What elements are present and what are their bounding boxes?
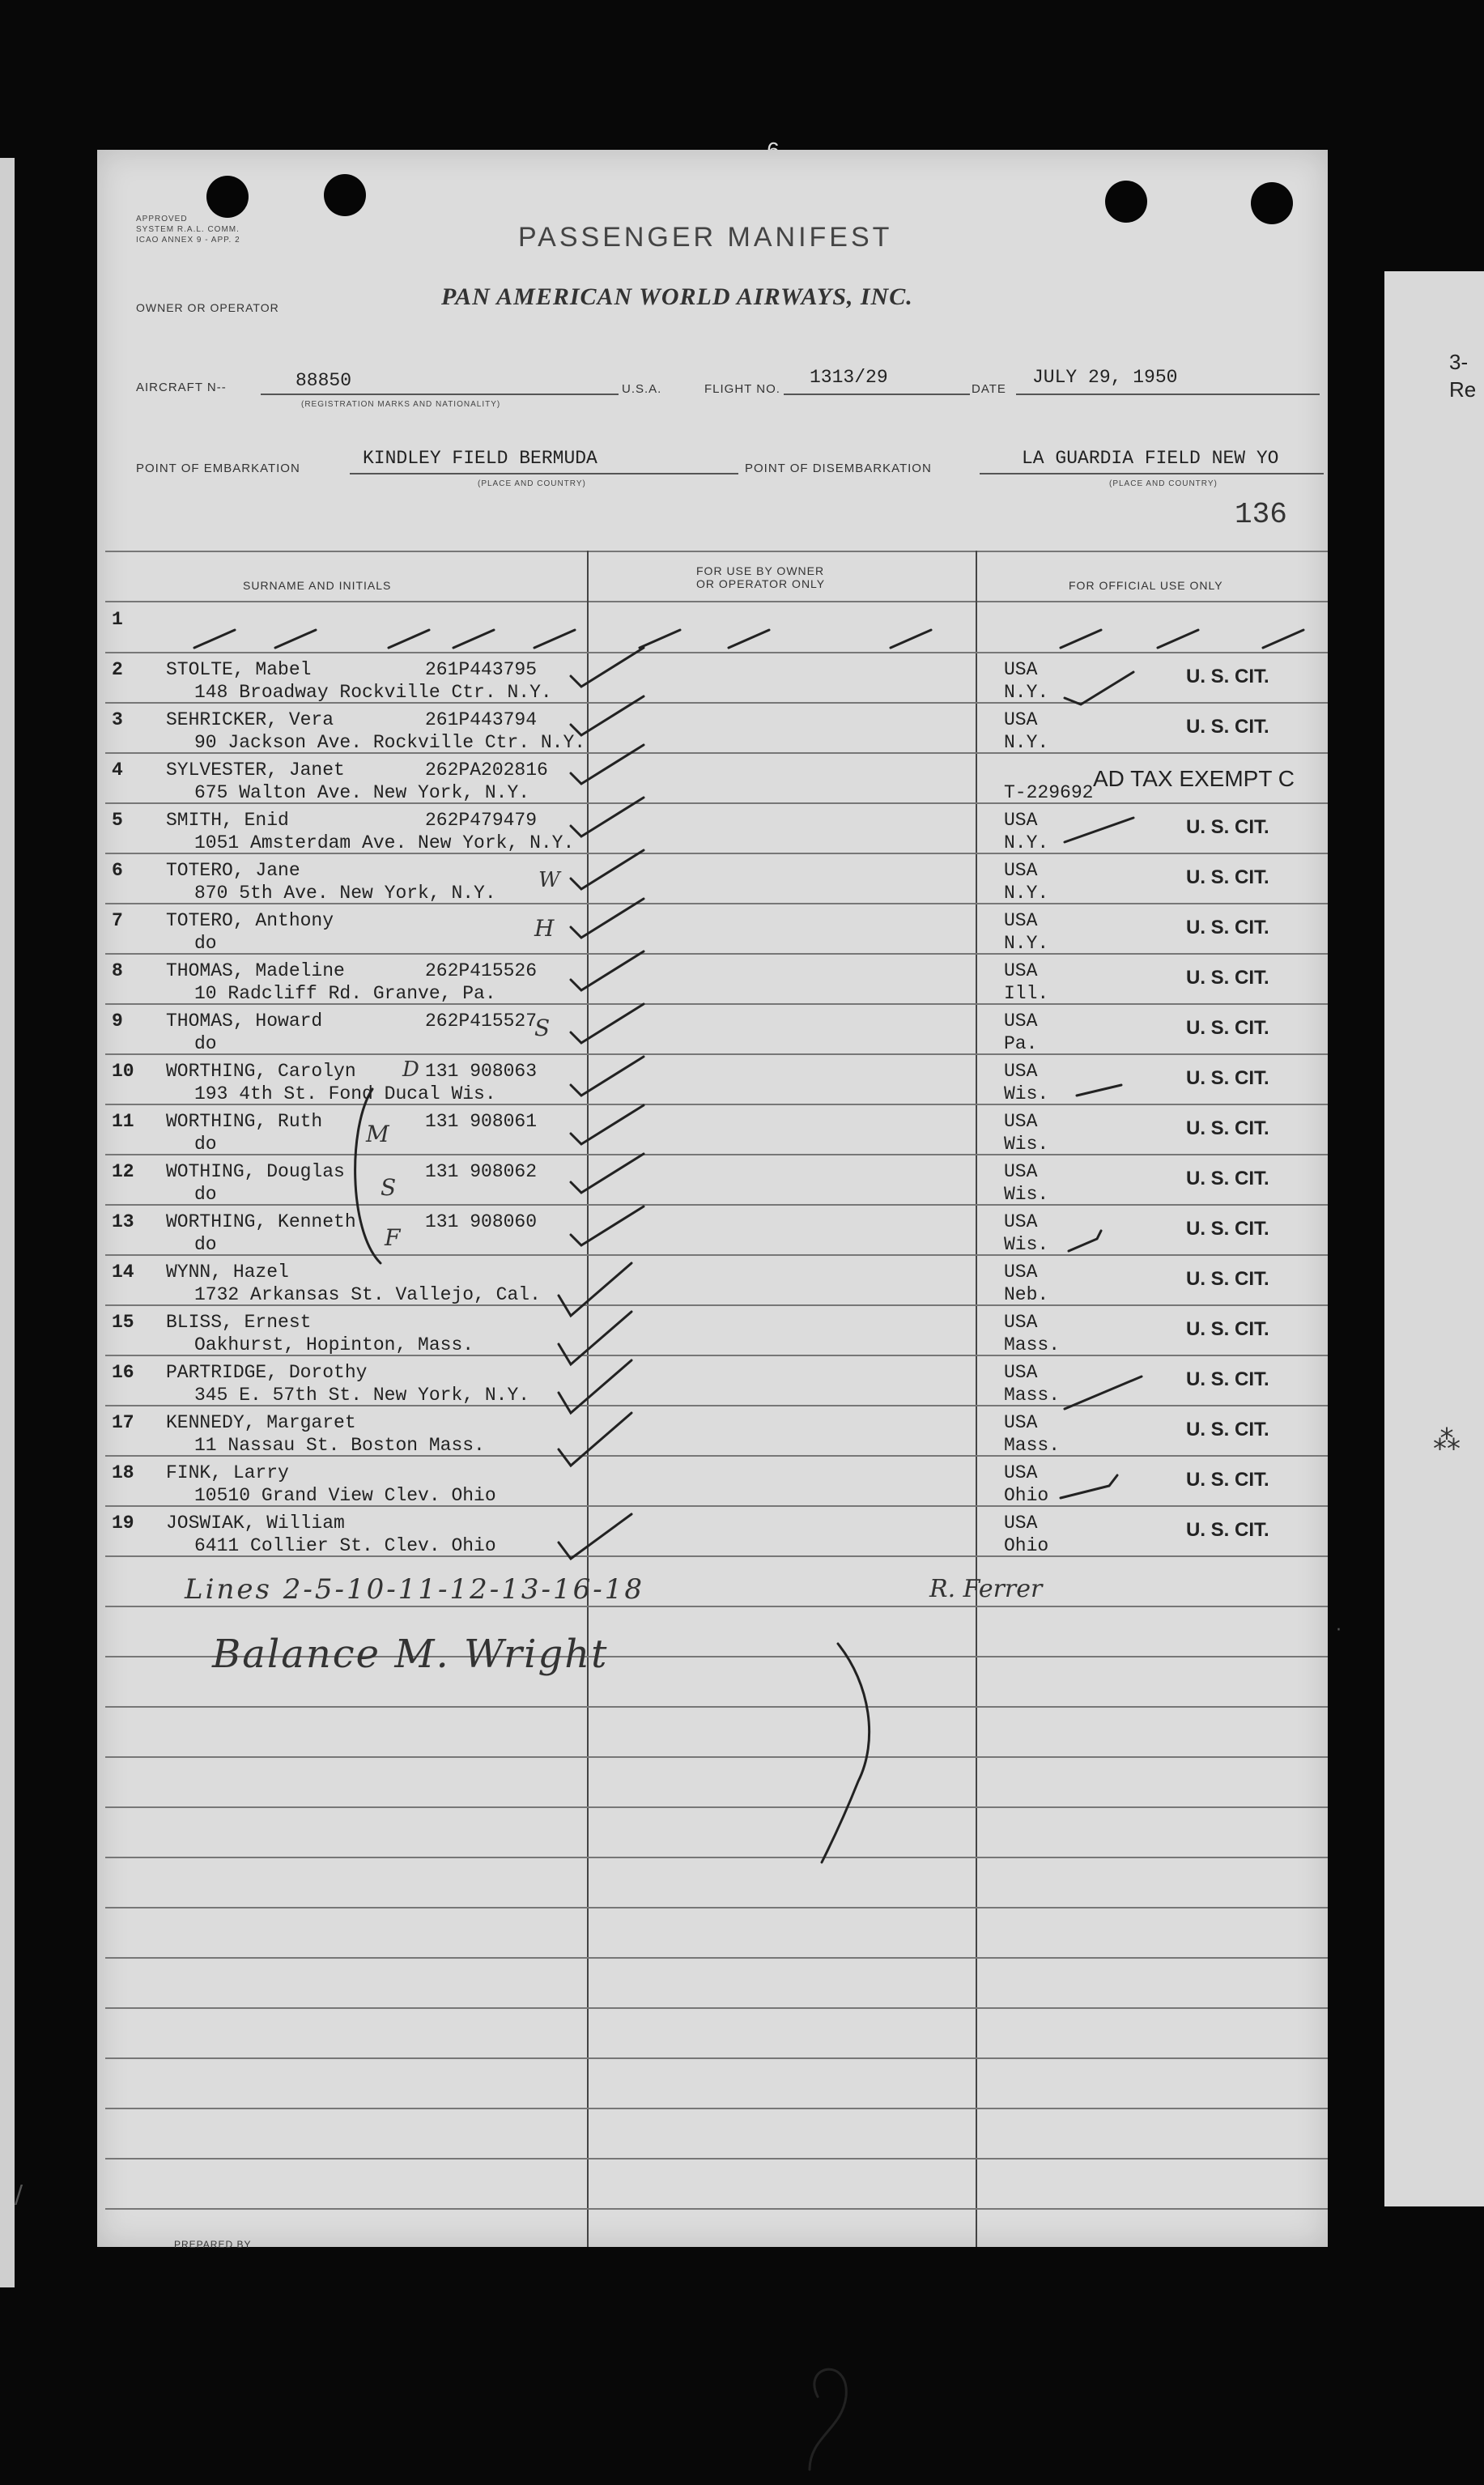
embarkation-label: POINT OF EMBARKATION — [136, 462, 300, 475]
state-code: Ohio — [1004, 1535, 1049, 1556]
state-code: Ohio — [1004, 1485, 1049, 1506]
country-code: USA — [1004, 860, 1038, 881]
col-header-surname: SURNAME AND INITIALS — [243, 579, 392, 592]
col-header-operator-1: FOR USE BY OWNER — [696, 564, 825, 577]
country-code: USA — [1004, 1061, 1038, 1082]
passenger-name: JOSWIAK, William — [166, 1513, 345, 1534]
row-number: 4 — [112, 760, 123, 781]
usa-label: U.S.A. — [622, 382, 662, 396]
citizenship-stamp: U. S. CIT. — [1186, 716, 1269, 738]
country-code: USA — [1004, 960, 1038, 981]
citizenship-stamp: U. S. CIT. — [1186, 1067, 1269, 1089]
passenger-name: SEHRICKER, Vera — [166, 709, 334, 730]
row-number: 19 — [112, 1513, 134, 1534]
row-rule — [105, 1053, 1328, 1055]
passenger-name: WOTHING, Douglas — [166, 1161, 345, 1182]
citizenship-stamp: U. S. CIT. — [1186, 1519, 1269, 1541]
passenger-address: 193 4th St. Fond Ducal Wis. — [194, 1083, 496, 1104]
citizenship-stamp: U. S. CIT. — [1186, 1419, 1269, 1440]
passenger-name: TOTERO, Anthony — [166, 910, 334, 931]
country-code: USA — [1004, 1312, 1038, 1333]
passenger-name: KENNEDY, Margaret — [166, 1412, 356, 1433]
prepared-by-label: PREPARED BY — [174, 2239, 252, 2250]
passenger-address: do — [194, 1184, 217, 1205]
country-code: USA — [1004, 1362, 1038, 1383]
col-header-operator-2: OR OPERATOR ONLY — [696, 577, 826, 590]
passenger-name: PARTRIDGE, Dorothy — [166, 1362, 368, 1383]
lines-note: Lines 2-5-10-11-12-13-16-18 — [185, 1573, 644, 1606]
row-number: 6 — [112, 860, 123, 881]
signature: Balance M. Wright — [212, 1632, 609, 1677]
svg-text:/: / — [15, 2181, 23, 2209]
row-rule — [105, 652, 1328, 653]
row-rule — [105, 2158, 1328, 2159]
header-bottom-rule — [105, 601, 1328, 602]
country-code: USA — [1004, 810, 1038, 831]
row-rule — [105, 1756, 1328, 1758]
sheet-number: 136 — [1235, 498, 1287, 531]
passenger-address: do — [194, 1234, 217, 1255]
state-code: Mass. — [1004, 1435, 1061, 1456]
owner-label: OWNER OR OPERATOR — [136, 301, 279, 314]
state-code: Pa. — [1004, 1033, 1038, 1054]
passenger-name: TOTERO, Jane — [166, 860, 300, 881]
passport-number: 261P443794 — [425, 709, 538, 730]
row-rule — [105, 1957, 1328, 1959]
row-rule — [105, 2108, 1328, 2109]
disembarkation-line — [980, 473, 1324, 474]
country-code: USA — [1004, 709, 1038, 730]
passenger-name: BLISS, Ernest — [166, 1312, 312, 1333]
state-code: N.Y. — [1004, 682, 1049, 703]
passenger-address: 1732 Arkansas St. Vallejo, Cal. — [194, 1284, 541, 1305]
initial-mark: H — [534, 915, 555, 942]
passenger-name: SMITH, Enid — [166, 810, 289, 831]
row-rule — [105, 953, 1328, 955]
disembarkation-value: LA GUARDIA FIELD NEW YO — [1022, 448, 1279, 469]
initialed-by: R. Ferrer — [929, 1575, 1043, 1603]
adjacent-frame-text: 3- Re — [1449, 350, 1477, 402]
row-rule — [105, 1857, 1328, 1858]
date-value: JULY 29, 1950 — [1032, 367, 1178, 388]
row-number: 2 — [112, 659, 123, 680]
initial-mark: F — [385, 1224, 401, 1251]
initial-mark: S — [534, 1015, 551, 1041]
state-code: Mass. — [1004, 1334, 1061, 1355]
row-number: 13 — [112, 1211, 134, 1232]
state-code: Mass. — [1004, 1385, 1061, 1406]
row-number: 16 — [112, 1362, 134, 1383]
row-number: 18 — [112, 1462, 134, 1483]
passport-number: 262P415526 — [425, 960, 538, 981]
row-rule — [105, 1204, 1328, 1206]
disembarkation-label: POINT OF DISEMBARKATION — [745, 462, 932, 475]
initial-mark: M — [366, 1121, 389, 1147]
flight-value: 1313/29 — [810, 367, 888, 388]
disembarkation-caption: (PLACE AND COUNTRY) — [1109, 479, 1218, 488]
row-rule — [105, 1254, 1328, 1256]
country-code: USA — [1004, 910, 1038, 931]
passenger-address: 10510 Grand View Clev. Ohio — [194, 1485, 496, 1506]
passport-number: 131 908062 — [425, 1161, 538, 1182]
aircraft-label: AIRCRAFT N-- — [136, 381, 227, 394]
state-code: N.Y. — [1004, 732, 1049, 753]
passenger-address: 10 Radcliff Rd. Granve, Pa. — [194, 983, 496, 1004]
passenger-address: do — [194, 1033, 217, 1054]
approval-line: SYSTEM R.A.L. COMM. — [136, 225, 240, 234]
adjacent-frame-right — [1384, 271, 1484, 2206]
row-number: 14 — [112, 1262, 134, 1283]
country-code: USA — [1004, 1211, 1038, 1232]
passenger-name: WYNN, Hazel — [166, 1262, 289, 1283]
state-code: Wis. — [1004, 1083, 1049, 1104]
row-number: 8 — [112, 960, 123, 981]
col-header-official: FOR OFFICIAL USE ONLY — [1069, 579, 1223, 592]
passport-number: 131 908063 — [425, 1061, 538, 1082]
passenger-address: 11 Nassau St. Boston Mass. — [194, 1435, 485, 1456]
row-rule — [105, 1907, 1328, 1908]
citizenship-stamp: U. S. CIT. — [1186, 1218, 1269, 1240]
state-code: Ill. — [1004, 983, 1049, 1004]
country-code: USA — [1004, 1412, 1038, 1433]
table-top-rule — [105, 551, 1328, 552]
flight-label: FLIGHT NO. — [704, 382, 780, 396]
state-code: Neb. — [1004, 1284, 1049, 1305]
row-rule — [105, 2057, 1328, 2059]
state-code: N.Y. — [1004, 933, 1049, 954]
state-code: N.Y. — [1004, 832, 1049, 853]
passenger-address: do — [194, 1134, 217, 1155]
citizenship-stamp: U. S. CIT. — [1186, 866, 1269, 888]
passenger-address: Oakhurst, Hopinton, Mass. — [194, 1334, 474, 1355]
initial-mark: D — [402, 1057, 419, 1082]
passenger-name: SYLVESTER, Janet — [166, 760, 345, 781]
flight-line — [784, 394, 970, 395]
row-number: 10 — [112, 1061, 134, 1082]
page-title: PASSENGER MANIFEST — [518, 222, 893, 253]
passenger-address: 870 5th Ave. New York, N.Y. — [194, 883, 496, 904]
citizenship-stamp: U. S. CIT. — [1186, 1168, 1269, 1189]
approval-line: ICAO ANNEX 9 - APP. 2 — [136, 236, 240, 245]
aircraft-value: 88850 — [296, 370, 352, 391]
row-number: 3 — [112, 709, 123, 730]
passenger-name: THOMAS, Madeline — [166, 960, 345, 981]
approval-line: APPROVED — [136, 215, 188, 223]
embarkation-value: KINDLEY FIELD BERMUDA — [363, 448, 597, 469]
passenger-name: WORTHING, Kenneth — [166, 1211, 356, 1232]
punch-hole — [1251, 182, 1293, 224]
state-code: Wis. — [1004, 1234, 1049, 1255]
row-number: 12 — [112, 1161, 134, 1182]
svg-text:·: · — [1336, 1620, 1342, 1640]
citizenship-stamp: U. S. CIT. — [1186, 1318, 1269, 1340]
country-code: USA — [1004, 1111, 1038, 1132]
passenger-address: 148 Broadway Rockville Ctr. N.Y. — [194, 682, 552, 703]
passport-number: 131 908060 — [425, 1211, 538, 1232]
passenger-name: WORTHING, Ruth — [166, 1111, 323, 1132]
row-number: 11 — [112, 1111, 134, 1132]
citizenship-stamp: U. S. CIT. — [1186, 1017, 1269, 1039]
passport-number: 262P479479 — [425, 810, 538, 831]
passenger-name: STOLTE, Mabel — [166, 659, 312, 680]
embarkation-line — [350, 473, 738, 474]
row-number: 15 — [112, 1312, 134, 1333]
citizenship-stamp: U. S. CIT. — [1186, 1368, 1269, 1390]
punch-hole — [1105, 181, 1147, 223]
state-code: T-229692 — [1004, 782, 1094, 803]
row-rule — [105, 2007, 1328, 2009]
airline-name: PAN AMERICAN WORLD AIRWAYS, INC. — [441, 283, 913, 310]
date-label: DATE — [972, 382, 1006, 396]
citizenship-stamp: U. S. CIT. — [1186, 967, 1269, 989]
country-code: USA — [1004, 1462, 1038, 1483]
passenger-name: THOMAS, Howard — [166, 1011, 323, 1032]
row-number: 1 — [112, 609, 123, 630]
passenger-address: 675 Walton Ave. New York, N.Y. — [194, 782, 530, 803]
citizenship-stamp: U. S. CIT. — [1186, 1268, 1269, 1290]
passenger-address: do — [194, 933, 217, 954]
date-line — [1016, 394, 1320, 395]
country-code: USA — [1004, 1262, 1038, 1283]
embarkation-caption: (PLACE AND COUNTRY) — [478, 479, 586, 488]
passenger-address: 6411 Collier St. Clev. Ohio — [194, 1535, 496, 1556]
passport-number: 262P415527 — [425, 1011, 538, 1032]
citizenship-stamp: U. S. CIT. — [1186, 1117, 1269, 1139]
citizenship-stamp: U. S. CIT. — [1186, 816, 1269, 838]
row-number: 5 — [112, 810, 123, 831]
country-code: USA — [1004, 1161, 1038, 1182]
state-code: N.Y. — [1004, 883, 1049, 904]
initial-mark: W — [538, 868, 560, 892]
citizenship-stamp: U. S. CIT. — [1186, 1469, 1269, 1491]
row-rule — [105, 2208, 1328, 2210]
passport-number: 131 908061 — [425, 1111, 538, 1132]
row-rule — [105, 1706, 1328, 1708]
initial-mark: S — [381, 1174, 397, 1201]
row-number: 17 — [112, 1412, 134, 1433]
aircraft-line — [261, 394, 619, 395]
passport-number: 261P443795 — [425, 659, 538, 680]
punch-hole — [206, 176, 249, 218]
citizenship-stamp: U. S. CIT. — [1186, 917, 1269, 938]
country-code: USA — [1004, 1011, 1038, 1032]
passenger-address: 345 E. 57th St. New York, N.Y. — [194, 1385, 530, 1406]
passenger-name: FINK, Larry — [166, 1462, 289, 1483]
passenger-address: 90 Jackson Ave. Rockville Ctr. N.Y. — [194, 732, 586, 753]
citizenship-stamp: U. S. CIT. — [1186, 666, 1269, 687]
registration-caption: (REGISTRATION MARKS AND NATIONALITY) — [301, 400, 501, 409]
adjacent-frame-left — [0, 158, 15, 2287]
punch-hole — [324, 174, 366, 216]
row-rule — [105, 1806, 1328, 1808]
passenger-name: WORTHING, Carolyn — [166, 1061, 356, 1082]
row-number: 9 — [112, 1011, 123, 1032]
passenger-address: 1051 Amsterdam Ave. New York, N.Y. — [194, 832, 575, 853]
country-code: USA — [1004, 659, 1038, 680]
column-divider — [976, 551, 977, 2247]
row-number: 7 — [112, 910, 123, 931]
state-code: Wis. — [1004, 1184, 1049, 1205]
state-code: Wis. — [1004, 1134, 1049, 1155]
svg-text:⁂: ⁂ — [1433, 1424, 1461, 1457]
citizenship-stamp: AD TAX EXEMPT C — [1093, 766, 1295, 791]
row-rule — [105, 1154, 1328, 1155]
column-divider — [587, 551, 589, 2247]
country-code: USA — [1004, 1513, 1038, 1534]
row-rule — [105, 1606, 1328, 1607]
passport-number: 262PA202816 — [425, 760, 548, 781]
